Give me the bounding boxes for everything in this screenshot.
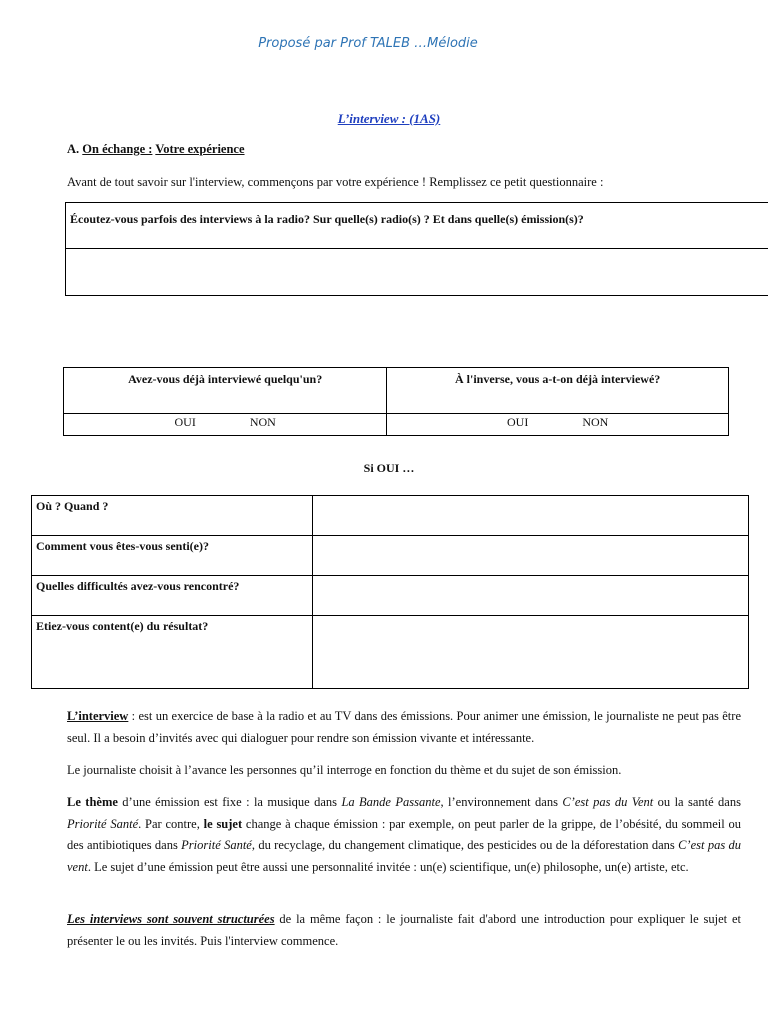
details-table	[31, 495, 749, 689]
header-note: Proposé par Prof TALEB …Mélodie	[258, 36, 478, 51]
section-a-heading	[67, 142, 245, 157]
paragraph-text: d’une émission est fixe : la musique dans	[117, 795, 342, 809]
term-interview: L’interview	[67, 709, 129, 723]
si-oui-heading: Si OUI …	[363, 461, 415, 475]
paragraph-theme	[67, 792, 741, 878]
intro-text: Avant de tout savoir sur l'interview, commençons par votre expérience ! Remplissez ce petit questionnaire :	[67, 175, 604, 189]
paragraph-text: . Le sujet d’une émission peut être aussi une personnalité invitée : un(e) scientifique, un(e) philosophe, un(e) artiste, etc.	[87, 859, 689, 874]
paragraph-text: de la même façon : le journaliste fait d'abord une introduction pour expliquer le sujet et présenter le ou les invités. Puis l'interview commence.	[67, 912, 741, 948]
details-answer-cell	[313, 496, 749, 536]
paragraph-text: . Par contre,	[138, 816, 204, 831]
show-title: C’est pas du vent	[67, 838, 742, 874]
paragraph-structure	[67, 909, 741, 952]
question-box	[65, 202, 768, 296]
paragraph-text: , du recyclage, du changement climatique, des pesticides ou de la déforestation dans	[251, 838, 679, 852]
section-part2: Votre expérience	[155, 142, 245, 156]
show-title: Priorité Santé	[181, 838, 252, 852]
details-answer-cell	[313, 616, 749, 689]
paragraph-text: ou la santé dans	[653, 795, 741, 809]
paragraph-text: , l’environnement dans	[440, 795, 563, 809]
details-answer-cell	[313, 576, 749, 616]
details-answer-cell	[313, 536, 749, 576]
term-theme: Le thème	[67, 795, 118, 809]
details-row-label: Etiez-vous content(e) du résultat?	[32, 616, 313, 689]
paragraph-text: change à chaque émission : par exemple, on peut parler de la grippe, de l’obésité, du sommeil ou des antibiotiques dans	[67, 816, 741, 852]
section-part1: On échange :	[82, 142, 153, 156]
section-letter: A.	[67, 142, 83, 156]
details-row-label: Comment vous êtes-vous senti(e)?	[32, 536, 313, 576]
details-row-label: Où ? Quand ?	[32, 496, 313, 536]
oui-option: OUI	[506, 415, 529, 429]
page-title: L’interview : (1AS)	[337, 111, 441, 126]
interviewed-col1-header: Avez-vous déjà interviewé quelqu'un?	[64, 368, 387, 414]
interviewed-col1-answers	[64, 414, 387, 436]
oui-option: OUI	[174, 415, 196, 429]
details-row-label: Quelles difficultés avez-vous rencontré?	[32, 576, 313, 616]
non-option: NON	[249, 415, 276, 429]
term-sujet: le sujet	[203, 816, 243, 831]
interviewed-table	[63, 367, 729, 436]
show-title: C’est pas du Vent	[562, 795, 654, 809]
paragraph-definition	[67, 706, 741, 749]
term-structure: Les interviews sont souvent structurées	[67, 912, 275, 926]
question-box-text: Écoutez-vous parfois des interviews à la radio? Sur quelle(s) radio(s) ? Et dans quelle(s) émission(s)?	[70, 212, 584, 226]
non-option: NON	[582, 415, 609, 429]
interviewed-col2-answers	[387, 414, 729, 436]
paragraph-choice: Le journaliste choisit à l’avance les personnes qu’il interroge en fonction du thème et du sujet de son émission.	[67, 763, 622, 777]
question-box-divider	[66, 248, 768, 249]
interviewed-col2-header: À l'inverse, vous a-t-on déjà interviewé?	[387, 368, 729, 414]
show-title: Priorité Santé	[67, 816, 139, 831]
paragraph-text: : est un exercice de base à la radio et au TV dans des émissions. Pour animer une émission, le journaliste ne peut pas être seul. Il a besoin d’invités avec qui dialoguer pour rendre son émission vivante et intéressante.	[67, 709, 741, 745]
show-title: La Bande Passante	[341, 795, 441, 809]
